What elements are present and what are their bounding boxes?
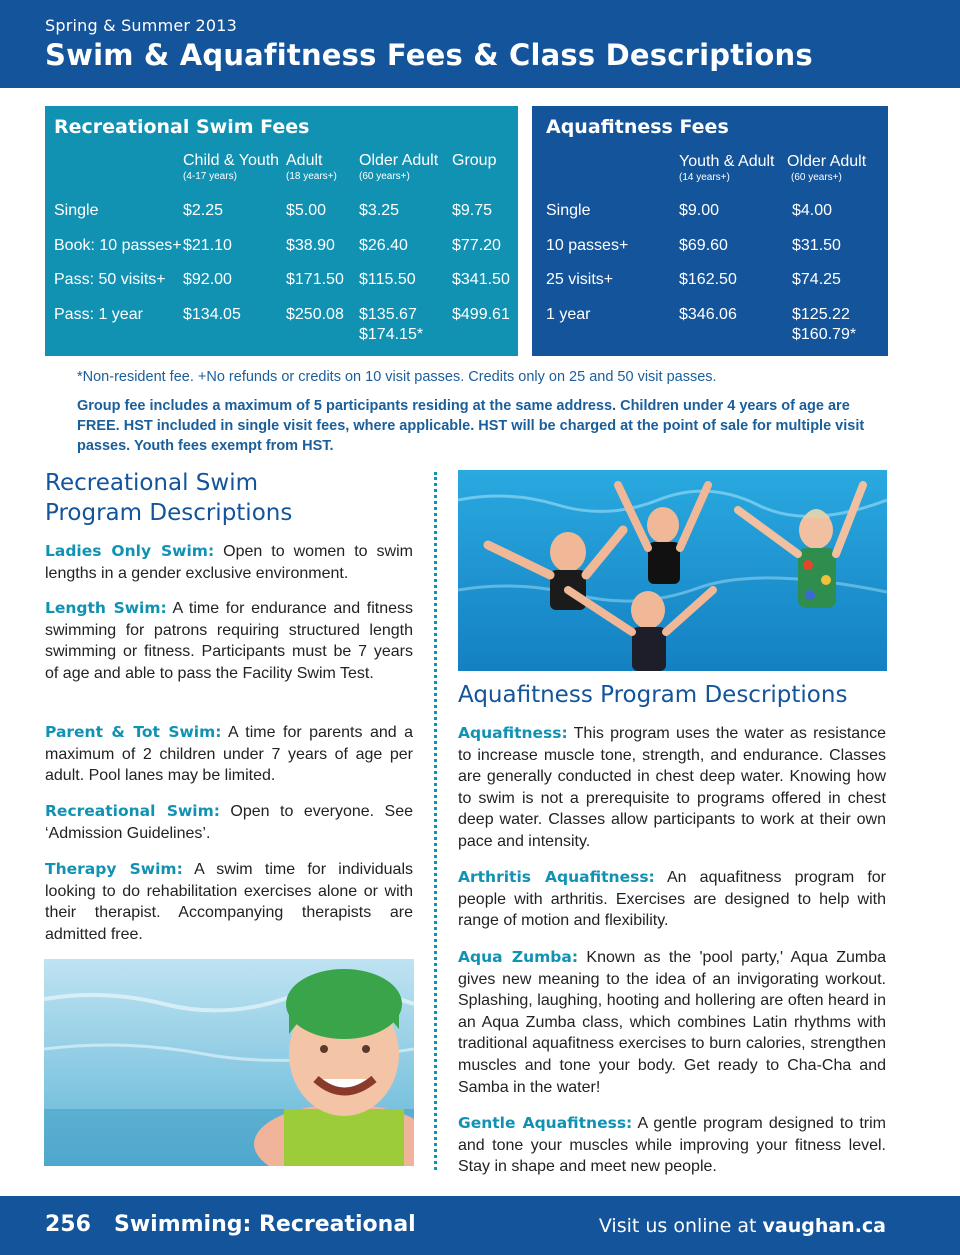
rec-cell: $2.25 bbox=[183, 202, 224, 219]
desc-term: Arthritis Aquafitness: bbox=[458, 868, 655, 886]
rec-cell: $9.75 bbox=[452, 202, 493, 219]
desc-arthritis-aquafitness bbox=[458, 867, 886, 932]
desc-text: Open to everyone. See ‘Admission Guidelines’. bbox=[45, 803, 413, 842]
aqua-fees-title: Aquafitness Fees bbox=[546, 116, 729, 138]
rec-cell: $341.50 bbox=[452, 271, 510, 288]
desc-term: Gentle Aquafitness: bbox=[458, 1114, 633, 1132]
rec-cell: $115.50 bbox=[359, 271, 416, 288]
aqua-row-label: 25 visits+ bbox=[546, 271, 614, 288]
fee-footnote: *Non-resident fee. +No refunds or credits on 10 visit passes. Credits only on 25 and 50 visit passes. bbox=[77, 369, 717, 385]
rec-row-label: Pass: 50 visits+ bbox=[54, 271, 166, 288]
aqua-cell-nonresident: $160.79* bbox=[792, 326, 857, 343]
rec-row-label: Single bbox=[54, 202, 99, 219]
desc-term: Parent & Tot Swim: bbox=[45, 723, 222, 741]
desc-text: This program uses the water as resistance to increase muscle tone, strength, and endurance. Classes are generally conducted in chest deep water. Knowing how to swim is not a prerequisite to programs offered in chest deep water. Classes allow participants to work at their own pace and intensity. bbox=[458, 725, 886, 850]
rec-cell: $134.05 bbox=[183, 306, 241, 323]
page-title: Swim & Aquafitness Fees & Class Descriptions bbox=[45, 38, 813, 72]
rec-cell: $250.08 bbox=[286, 306, 344, 323]
desc-parent-tot-swim bbox=[45, 722, 413, 787]
aqua-row-label: 1 year bbox=[546, 306, 591, 323]
aqua-col-youth-adult: Youth & Adult bbox=[679, 153, 775, 170]
aqua-row-label: Single bbox=[546, 202, 591, 219]
rec-cell: $171.50 bbox=[286, 271, 344, 288]
rec-row-label: Pass: 1 year bbox=[54, 306, 143, 323]
recreational-swim-fees-table bbox=[45, 106, 518, 356]
desc-text: Open to women to swim lengths in a gender exclusive environment. bbox=[45, 543, 413, 582]
aqua-cell: $4.00 bbox=[792, 202, 833, 219]
footer-visit-prefix: Visit us online at bbox=[598, 1215, 763, 1237]
desc-term: Therapy Swim: bbox=[45, 860, 183, 878]
season-label: Spring & Summer 2013 bbox=[45, 16, 237, 35]
rec-col-older-adult: Older Adult bbox=[359, 152, 439, 169]
rec-col-child-youth: Child & Youth bbox=[183, 152, 280, 169]
rec-cell: $3.25 bbox=[359, 202, 400, 219]
website-link[interactable]: vaughan.ca bbox=[762, 1215, 886, 1237]
aqua-cell: $69.60 bbox=[679, 237, 728, 254]
aqua-col-older-adult: Older Adult bbox=[787, 153, 867, 170]
desc-aquafitness bbox=[458, 723, 886, 853]
aqua-cell: $31.50 bbox=[792, 237, 841, 254]
desc-text: An aquafitness program for people with arthritis. Exercises are designed to help with range of motion and flexibility. bbox=[458, 869, 886, 930]
footer-section: Swimming: Recreational bbox=[114, 1212, 416, 1237]
desc-text: A swim time for individuals looking to do rehabilitation exercises alone or with their therapist. Accompanying therapists are admitted free. bbox=[45, 861, 413, 943]
aquafitness-fees-table bbox=[532, 106, 888, 356]
aqua-col-older-adult-sub: (60 years+) bbox=[791, 172, 842, 183]
aqua-row-label: 10 passes+ bbox=[546, 237, 629, 254]
aqua-cell: $125.22 bbox=[792, 306, 850, 323]
desc-therapy-swim bbox=[45, 859, 413, 945]
desc-text: A time for endurance and fitness swimming for patrons requiring structured length swimming or fitness. Participants must be 7 years of age and able to pass the Facility Swim Test. bbox=[45, 600, 413, 682]
rec-desc-title-line1: Recreational Swim bbox=[45, 470, 258, 496]
rec-cell-nonresident: $174.15* bbox=[359, 326, 424, 343]
aqua-col-youth-adult-sub: (14 years+) bbox=[679, 172, 730, 183]
desc-term: Ladies Only Swim: bbox=[45, 542, 215, 560]
rec-cell: $135.67 bbox=[359, 306, 417, 323]
rec-col-adult-sub: (18 years+) bbox=[286, 171, 337, 182]
desc-recreational-swim bbox=[45, 801, 413, 844]
rec-cell: $77.20 bbox=[452, 237, 501, 254]
rec-col-older-adult-sub: (60 years+) bbox=[359, 171, 410, 182]
desc-term: Aqua Zumba: bbox=[458, 948, 579, 966]
aquafitness-class-photo bbox=[458, 470, 887, 671]
aqua-cell: $9.00 bbox=[679, 202, 720, 219]
desc-term: Aquafitness: bbox=[458, 724, 568, 742]
footer-visit bbox=[599, 1215, 886, 1237]
group-fee-note: Group fee includes a maximum of 5 participants residing at the same address. Children under 4 years of age are FREE. HST included in single visit fees, where applicable. HST will be charged at the point of sale for multiple visit passes. Youth fees exempt from HST. bbox=[77, 398, 865, 454]
page-footer bbox=[0, 1196, 960, 1255]
rec-cell: $92.00 bbox=[183, 271, 232, 288]
rec-col-adult: Adult bbox=[286, 152, 323, 169]
aqua-cell: $162.50 bbox=[679, 271, 737, 288]
aqua-cell: $74.25 bbox=[792, 271, 841, 288]
rec-fees-title: Recreational Swim Fees bbox=[54, 116, 310, 138]
desc-length-swim bbox=[45, 598, 413, 684]
aqua-desc-title: Aquafitness Program Descriptions bbox=[458, 682, 848, 708]
desc-ladies-only-swim bbox=[45, 541, 413, 584]
swimmer-photo bbox=[44, 959, 414, 1166]
page-header bbox=[0, 0, 960, 88]
rec-desc-title bbox=[45, 468, 292, 528]
desc-aqua-zumba bbox=[458, 947, 886, 1098]
rec-desc-title-line2: Program Descriptions bbox=[45, 500, 293, 526]
desc-text: A time for parents and a maximum of 2 children under 7 years of age per adult. Pool lanes may be limited. bbox=[45, 724, 414, 785]
desc-text: Known as the 'pool party,' Aqua Zumba gives new meaning to the idea of an invigorating workout. Splashing, laughing, hooting and hollering are often heard in an Aqua Zumba class, which combines Latin rhythms with traditional aquafitness exercises to burn calories, strengthen muscles and tone your body. Get ready to Cha-Cha and Samba in the water! bbox=[458, 949, 886, 1096]
rec-cell: $21.10 bbox=[183, 237, 232, 254]
rec-row-label: Book: 10 passes+ bbox=[54, 237, 182, 254]
rec-cell: $26.40 bbox=[359, 237, 408, 254]
rec-cell: $38.90 bbox=[286, 237, 335, 254]
desc-gentle-aquafitness bbox=[458, 1113, 886, 1178]
column-divider bbox=[434, 472, 437, 1170]
desc-term: Recreational Swim: bbox=[45, 802, 220, 820]
page-number: 256 bbox=[45, 1212, 91, 1237]
rec-col-group: Group bbox=[452, 152, 497, 169]
rec-col-child-youth-sub: (4-17 years) bbox=[183, 171, 237, 182]
rec-cell: $5.00 bbox=[286, 202, 327, 219]
rec-cell: $499.61 bbox=[452, 306, 510, 323]
desc-text: A gentle program designed to trim and tone your muscles while improving your fitness level. Stay in shape and meet new people. bbox=[458, 1115, 886, 1176]
aqua-cell: $346.06 bbox=[679, 306, 737, 323]
desc-term: Length Swim: bbox=[45, 599, 167, 617]
